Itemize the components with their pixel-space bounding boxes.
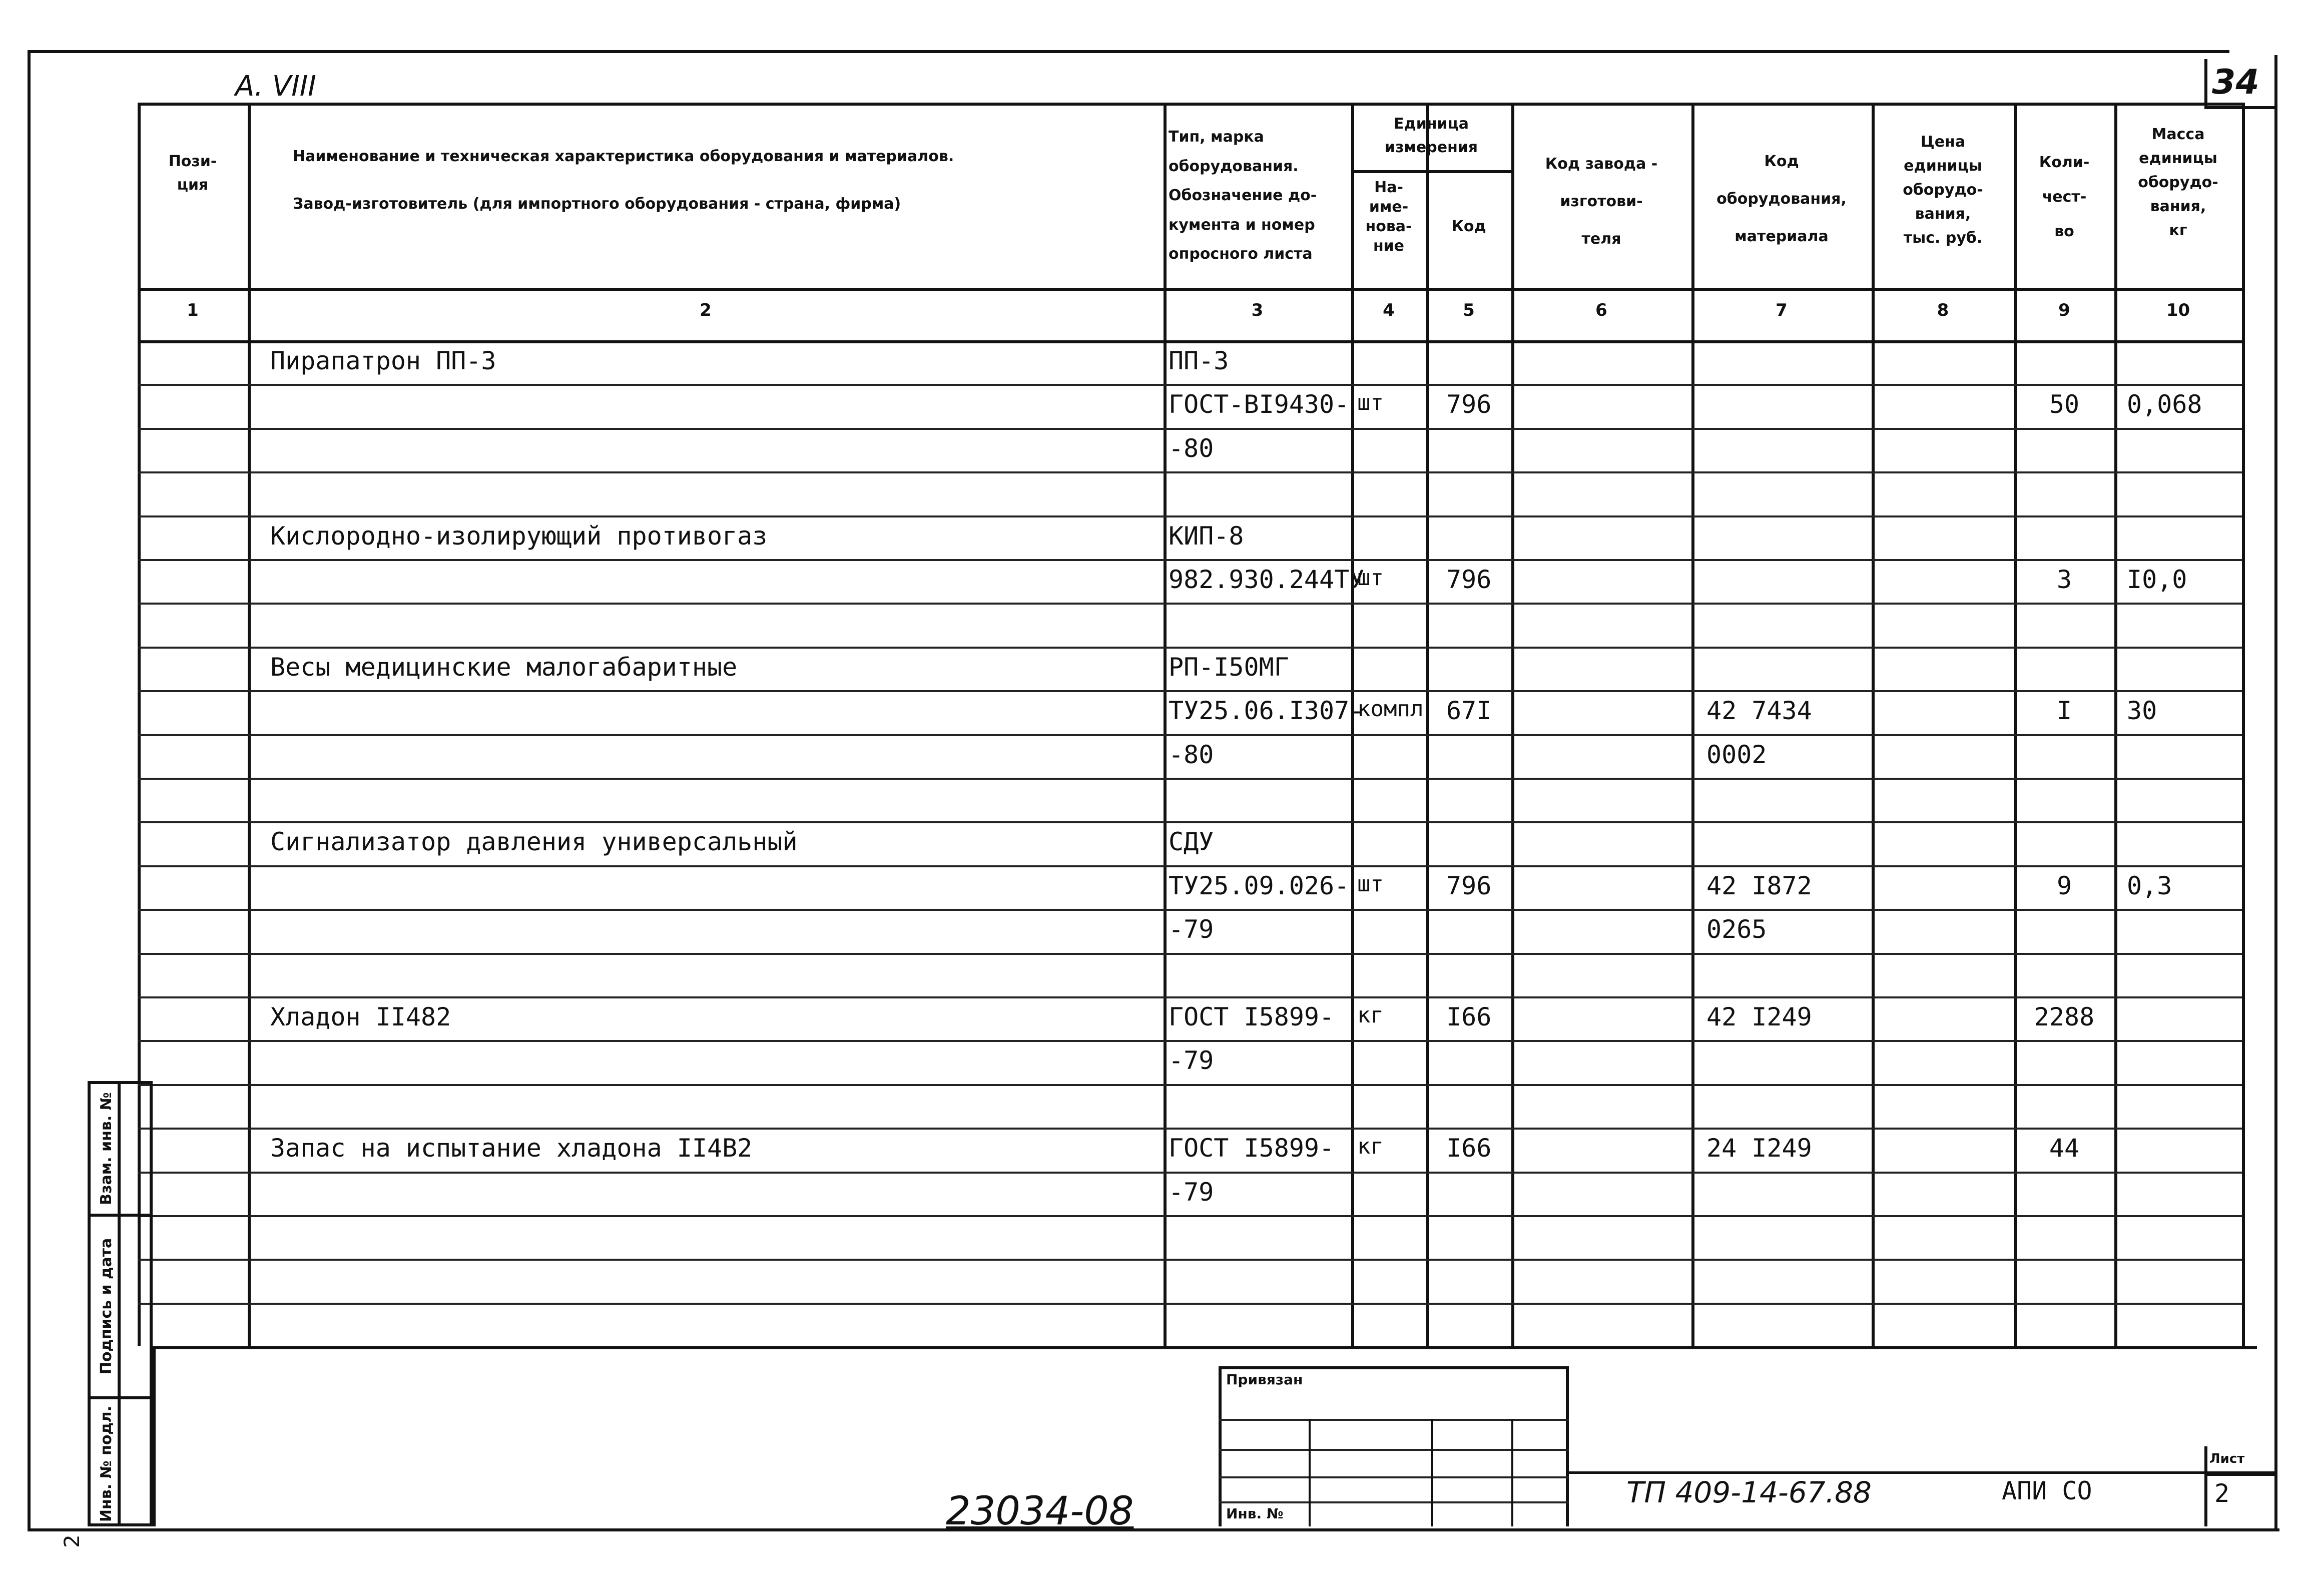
- table-top-line: [138, 103, 2245, 106]
- row-quantity: 9: [2056, 871, 2072, 900]
- attached-label: Привязан: [1226, 1371, 1303, 1388]
- row-type: СДУ: [1169, 827, 1214, 856]
- attached-row-line: [1219, 1419, 1569, 1421]
- row-material-code: 42 I872: [1706, 871, 1812, 900]
- row-unit-code: 796: [1446, 390, 1492, 419]
- col-name-header-line1: Наименование и техническая характеристика оборудования и материалов.: [293, 148, 954, 165]
- series-code: АПИ СО: [2002, 1476, 2092, 1505]
- col-name-header-line2: Завод-изготовитель (для импортного оборудования - страна, фирма): [293, 195, 901, 213]
- col-material-code-header: Код оборудования, материала: [1716, 153, 1847, 245]
- col-price-header: Цена единицы оборудо- вания, тыс. руб.: [1903, 133, 1983, 247]
- attached-col-line: [1309, 1419, 1311, 1526]
- row-type: ГОСТ I5899-: [1169, 1134, 1335, 1163]
- table-row-line: [138, 1084, 2242, 1086]
- row-unit-code: I66: [1446, 1002, 1492, 1031]
- frame-top-line: [28, 50, 2229, 53]
- row-type: КИП-8: [1169, 521, 1244, 551]
- table-unit-divider: [1351, 170, 1511, 173]
- table-left-extension: [153, 1346, 156, 1526]
- attached-row-line: [1219, 1501, 1569, 1503]
- row-name: Хладон II482: [270, 1002, 451, 1031]
- row-quantity: 3: [2056, 565, 2072, 594]
- row-unit: компл: [1357, 696, 1424, 722]
- row-unit: шт: [1357, 871, 1384, 897]
- row-material-code: 42 I249: [1706, 1002, 1812, 1031]
- attached-row-line: [1219, 1449, 1569, 1451]
- table-row-line: [138, 1215, 2242, 1217]
- col-unit-name-header: На- име- нова- ние: [1365, 179, 1412, 255]
- row-material-code: 24 I249: [1706, 1134, 1812, 1163]
- title-strip-top: [1569, 1471, 2274, 1474]
- document-code: ТП 409-14-67.88: [1626, 1475, 1872, 1509]
- table-row-line: [138, 1128, 2242, 1130]
- row-quantity: 2288: [2034, 1002, 2095, 1031]
- column-number: 4: [1383, 300, 1395, 320]
- attached-col-line: [1431, 1419, 1433, 1526]
- signature-date-label: Подпись и дата: [98, 1238, 115, 1375]
- column-number: 5: [1463, 300, 1475, 320]
- table-row-line: [138, 734, 2242, 736]
- row-unit: кг: [1357, 1002, 1384, 1028]
- col-position-header: Пози- ция: [168, 153, 217, 194]
- table-row-line: [138, 1303, 2242, 1305]
- row-name: Пирапатрон ПП-3: [270, 346, 496, 375]
- album-label: А. VIII: [235, 70, 316, 103]
- row-type: 982.930.244ТУ: [1169, 565, 1365, 594]
- row-type: -79: [1169, 915, 1214, 944]
- table-row-line: [138, 996, 2242, 998]
- column-number: 9: [2058, 300, 2070, 320]
- row-name: Весы медицинские малогабаритные: [270, 653, 738, 682]
- row-name: Сигнализатор давления универсальный: [270, 827, 798, 856]
- row-type: ГОСТ-BI9430-: [1169, 390, 1350, 419]
- archive-number: 23034-08: [946, 1489, 1134, 1534]
- row-name: Кислородно-изолирующий противогаз: [270, 521, 768, 551]
- row-type: ТУ25.09.026-: [1169, 871, 1350, 900]
- row-name: Запас на испытание хладона II4В2: [270, 1134, 753, 1163]
- col-factory-code-header: Код завода - изготови- теля: [1545, 155, 1658, 248]
- row-quantity: 50: [2049, 390, 2080, 419]
- sheet-label: Лист: [2209, 1451, 2245, 1466]
- page-number: 34: [2212, 63, 2259, 102]
- row-type: ПП-3: [1169, 346, 1229, 375]
- table-row-line: [138, 1040, 2242, 1042]
- left-stamp-divider: [118, 1081, 121, 1526]
- table-row-line: [138, 953, 2242, 955]
- table-row-line: [138, 603, 2242, 605]
- row-type: РП-I50МГ: [1169, 653, 1289, 682]
- attached-col-line: [1511, 1419, 1513, 1526]
- column-number: 3: [1251, 300, 1264, 320]
- row-unit-code: 67I: [1446, 696, 1492, 725]
- original-inv-label: Инв. № подл.: [98, 1405, 115, 1522]
- col-quantity-header: Коли- чест- во: [2039, 154, 2090, 240]
- row-mass: 0,3: [2127, 871, 2172, 900]
- unit-group-header: Единица измерения: [1384, 115, 1478, 156]
- table-numbers-bottom-line: [138, 340, 2245, 343]
- row-type: -79: [1169, 1046, 1214, 1075]
- row-material-code: 0265: [1706, 915, 1767, 944]
- row-mass: 0,068: [2127, 390, 2202, 419]
- replaced-inv-label: Взам. инв. №: [98, 1092, 115, 1205]
- row-material-code: 42 7434: [1706, 696, 1812, 725]
- table-row-line: [138, 909, 2242, 911]
- row-mass: 30: [2127, 696, 2157, 725]
- table-row-line: [138, 428, 2242, 430]
- column-number: 6: [1595, 300, 1607, 320]
- row-type: -80: [1169, 740, 1214, 769]
- column-number: 1: [187, 300, 199, 320]
- column-number: 8: [1937, 300, 1949, 320]
- sheet-box-divider: [2204, 1474, 2274, 1476]
- row-quantity: I: [2056, 696, 2072, 725]
- row-mass: I0,0: [2127, 565, 2187, 594]
- row-unit: шт: [1357, 390, 1384, 415]
- table-row-line: [138, 647, 2242, 649]
- sheet-number: 2: [2214, 1479, 2230, 1508]
- table-row-line: [138, 559, 2242, 561]
- table-row-line: [138, 515, 2242, 517]
- table-row-line: [138, 471, 2242, 473]
- row-type: -79: [1169, 1178, 1214, 1207]
- table-row-line: [138, 865, 2242, 867]
- col-type-header: Тип, марка оборудования. Обозначение до- кумента и номер опросного листа: [1169, 128, 1317, 263]
- row-unit-code: I66: [1446, 1134, 1492, 1163]
- table-row-line: [138, 778, 2242, 780]
- table-row-line: [138, 821, 2242, 823]
- row-quantity: 44: [2049, 1134, 2080, 1163]
- side-mark: 2: [59, 1534, 84, 1548]
- row-unit-code: 796: [1446, 871, 1492, 900]
- col-unit-code-header: Код: [1451, 218, 1486, 235]
- row-unit: шт: [1357, 565, 1384, 591]
- row-type: -80: [1169, 434, 1214, 463]
- table-header-bottom-line: [138, 288, 2245, 291]
- row-unit: кг: [1357, 1134, 1384, 1159]
- column-number: 2: [700, 300, 712, 320]
- row-type: ГОСТ I5899-: [1169, 1002, 1335, 1031]
- attached-row-line: [1219, 1476, 1569, 1478]
- frame-right-line: [2274, 55, 2277, 1531]
- table-body-bottom-line: [153, 1346, 2257, 1349]
- row-material-code: 0002: [1706, 740, 1767, 769]
- table-row-line: [138, 1259, 2242, 1261]
- row-type: ТУ25.06.I307-: [1169, 696, 1365, 725]
- row-unit-code: 796: [1446, 565, 1492, 594]
- table-row-line: [138, 1172, 2242, 1174]
- column-number: 7: [1776, 300, 1788, 320]
- column-number: 10: [2166, 300, 2190, 320]
- table-row-line: [138, 690, 2242, 692]
- inv-number-label: Инв. №: [1226, 1505, 1284, 1522]
- col-mass-header: Масса единицы оборудо- вания, кг: [2138, 126, 2218, 239]
- table-row-line: [138, 384, 2242, 386]
